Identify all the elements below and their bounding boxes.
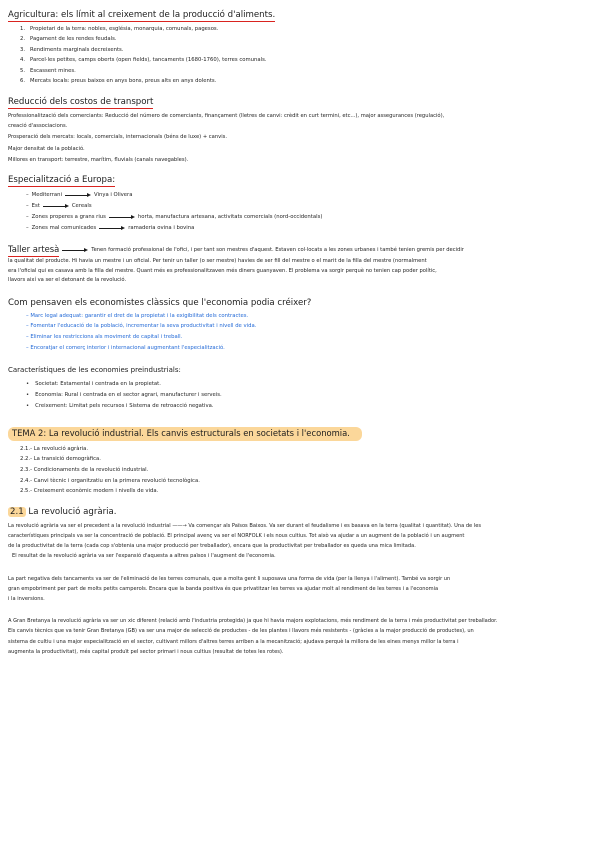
arrow-right-icon <box>109 215 135 220</box>
section-agricultura <box>8 10 585 86</box>
list-item: • Creixement: Limitat pels recursos i Sistema de retroacció negativa. <box>26 401 585 412</box>
section-title: La revolució agrària. <box>28 506 117 517</box>
preindustrials-list <box>8 379 585 412</box>
text-line: llavors així va ser el detonant de la revolució. <box>8 277 127 284</box>
list-item: 4. Parcel·les petites, camps oberts (open fields), tancaments (1680-1760), terres comunals. <box>20 57 267 64</box>
tema2-list <box>8 444 585 497</box>
list-item: 2.2.- La transició demogràfica. <box>20 456 101 463</box>
arrow-right-icon <box>65 193 91 198</box>
text-line: Millores en transport: terrestre, marítim, fluvials (canals navegables). <box>8 157 189 164</box>
heading-agricultura: Agricultura: els límit al creixement de la producció d'aliments. <box>8 10 276 20</box>
paragraph: La part negativa dels tancaments va ser de l'eliminació de les terres comunals, que a molta gent li suposava una forma de vida (per la llenya i l'aliment). També va sorgir un gran empobriment per part de molts petits camperols. Encara que la banda positiva és que privatitzar les terres va ajudar molt al rendiment de les terres i a l'economia i la inversions. <box>8 575 451 603</box>
paragraph: La revolució agrària va ser el precedent a la revolució industrial ——→ Va començar als Països Baixos. Va ser durant el feudalisme i es basava en la terra (qualitat i quantitat). Una de les característiques principals va ser la concentració de població. El principal avenç va ser el NORFOLK i els nous cultius. Tot això va ajudar a un augment de la població i un augment de la productivitat de la terra (cada cop s'obtenia una major producció per treballador), encara que la productivitat per treballador es queda una mica limitada. El resultat de la revolució agrària va ser l'expansió d'aquesta a altres països i l'augment de l'economia. <box>8 522 482 560</box>
section-costos <box>8 97 585 165</box>
list-item: 2.5.- Creixement econòmic modern i nivells de vida. <box>20 488 159 495</box>
text-line: era l'oficial qui es casava amb la filla del mestre. Quant més es professionalitzaven més diners guanyaven. El problema va sorgir perquè no tenien cap poder polític, <box>8 267 437 274</box>
heading-preindustrials: Característiques de les economies preindustrials: <box>8 365 181 374</box>
section-revolucio-agraria <box>8 507 585 657</box>
list-item: – Encoratjar el comerç interior i internacional augmentant l'especialització. <box>26 345 225 352</box>
tema2-heading: TEMA 2: La revolució industrial. Els canvis estructurals en societats i l'economia. <box>8 427 362 441</box>
list-item: – Eliminar les restriccions als moviment de capital i treball. <box>26 334 183 341</box>
text-line: la qualitat del producte. Hi havia un mestre i un oficial. Per tenir un taller (o ser mestre) havies de ser fill del mestre o el marit de la filla del mestre (normalment <box>8 258 427 265</box>
list-item: 5. Escassent mines. <box>20 67 76 74</box>
text-line: Major densitat de la població. <box>8 145 85 152</box>
list-item: – Mediterrani Vinya i Olivera <box>26 192 133 199</box>
section-taller <box>8 244 585 285</box>
list-item: • Economia: Rural i centrada en el sector agrari, manufacturer i serveis. <box>26 390 585 401</box>
list-item: – Zones properes a grans rius horta, manufactura artesana, activitats comercials (nord-occidentals) <box>26 214 323 221</box>
agricultura-list <box>8 24 585 86</box>
list-item: – Zones mal comunicades ramaderia ovina i bovina <box>26 225 195 232</box>
list-item: – Fomentar l'educació de la població, incrementar la seva productivitat i nivell de vida. <box>26 323 257 330</box>
paragraph: A Gran Bretanya la revolució agrària va ser un xic diferent (relació amb l'industria protegida) ja que hi havia majors explotacions, més rendiment de la terra i més productivitat per treballador. Els canvis tècnics que va tenir Gran Bretanya (GB) va ser una major de selecció de productes - de les plantes i llavors més resistents - (gràcies a la major producció de productes), un sistema de cultiu i una major especialització en el sector, cultivant millors d'altres terres arriben a la mecanització; ajudava perquè la millora de les eines menys millor la terra i augmenta la productivitat), més capital produït pel sector primari i nous cultius (resultat de totes les rotes). <box>8 618 498 655</box>
list-item: 2.1.- La revolució agrària. <box>20 445 89 452</box>
list-item: 2. Pagament de les rendes feudals. <box>20 36 117 43</box>
list-item: 2.3.- Condicionaments de la revolució industrial. <box>20 467 149 474</box>
list-item: 3. Rendiments marginals decreixents. <box>20 46 124 53</box>
text-line: Tenen formació professional de l'ofici, i per tant son mestres d'aquest. Estaven col·locats a les zones urbanes i també tenien gremis per decidir <box>91 247 464 254</box>
arrow-right-icon <box>62 248 88 253</box>
section-tema2 <box>8 421 585 497</box>
section-preindustrials <box>8 365 585 412</box>
section-especialitzacio <box>8 175 585 234</box>
list-item: 2.4.- Canvi tècnic i organitzatiu en la primera revolució tecnològica. <box>20 477 200 484</box>
list-item: • Societat: Estamental i centrada en la propietat. <box>26 379 585 390</box>
list-item: – Est Cereals <box>26 203 92 210</box>
classics-question: Com pensaven els economistes clàssics que l'economia podia créixer? <box>8 297 312 308</box>
classics-list <box>8 311 585 354</box>
list-item: – Marc legal adequat: garantir el dret de la propietat i la exigibilitat dels contractes. <box>26 312 249 319</box>
heading-taller: Taller artesà <box>8 244 59 257</box>
arrow-right-icon <box>99 226 125 231</box>
section-number: 2.1 <box>10 506 24 517</box>
especialitzacio-list <box>8 190 585 234</box>
section-classics <box>8 298 585 354</box>
heading-costos: Reducció dels costos de transport <box>8 97 154 108</box>
list-item: 6. Mercats locals: preus baixos en anys bons, preus alts en anys dolents. <box>20 78 217 85</box>
heading-especialitzacio: Especialització a Europa: <box>8 175 116 186</box>
text-line: creació d'associacions. <box>8 122 68 129</box>
text-line: Professionalització dels comerciants: Reducció del número de comerciants, finançament (lletres de canvi: crèdit en curt termini, etc...), major assegurances (regulació), <box>8 113 445 120</box>
text-line: Prosperació dels mercats: locals, comercials, internacionals (béns de luxe) + canvis. <box>8 134 227 141</box>
arrow-right-icon <box>43 204 69 209</box>
list-item: 1. Propietari de la terra: nobles, església, monarquia, comunals, pagesos. <box>20 26 219 32</box>
